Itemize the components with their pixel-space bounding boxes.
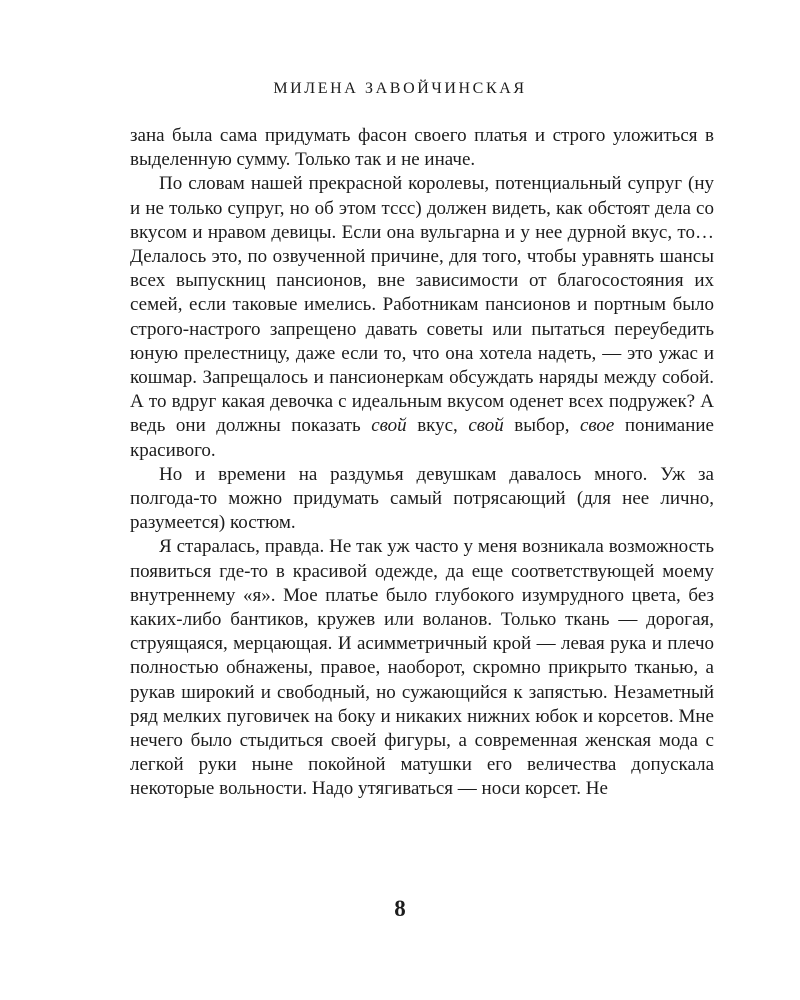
italic-word: свое xyxy=(579,415,615,437)
paragraph-text: понимание красивого. xyxy=(130,415,714,461)
paragraph: Но и времени на раздумья девушкам давалось много. Уж за полгода-то можно придумать самый потрясающий (для нее лично, разумеется) костюм. xyxy=(130,463,714,534)
paragraph: зана была сама придумать фасон своего платья и строго уложиться в выделенную сумму. Только так и не иначе. xyxy=(130,125,714,171)
italic-word: свой xyxy=(468,415,504,437)
paragraph-text: вкус, xyxy=(406,415,469,437)
paragraph-text: По словам нашей прекрасной королевы, потенциальный супруг (ну и не только супруг, но об этом тссс) должен видеть, как обстоят дела со вкусом и нравом девицы. Если она вульгарна и у нее дурной вкус, то… Делалось это, по озвученной причине, для того, чтобы уравнять шансы всех выпускниц пансионов, вне зависимости от благосостояния их семей, если таковые имелись. Работникам пансионов и портным было строго-настрого запрещено давать советы или пытаться переубедить юную прелестницу, даже если то, что она хотела надеть, — это ужас и кошмар. Запрещалось и пансионеркам обсуждать наряды между собой. А то вдруг какая девочка с идеальным вкусом оденет всех подружек? А ведь они должны показать xyxy=(130,173,714,437)
page-number: 8 xyxy=(394,896,406,921)
paragraph xyxy=(130,172,714,462)
italic-word: свой xyxy=(371,415,407,437)
paragraph: Я старалась, правда. Не так уж часто у меня возникала возможность появиться где-то в красивой одежде, да еще соответствующей моему внутреннему «я». Мое платье было глубокого изумрудного цвета, без каких-либо бантиков, кружев или воланов. Только ткань — дорогая, струящаяся, мерцающая. И асимметричный крой — левая рука и плечо полностью обнажены, правое, наоборот, скромно прикрыто тканью, а рукав широкий и свободный, но сужающийся к запястью. Незаметный ряд мелких пуговичек на боку и никаких нижних юбок и корсетов. Мне нечего было стыдиться своей фигуры, а современная женская мода с легкой руки ныне покойной матушки его величества допускала некоторые вольности. Надо утягиваться — носи корсет. Не xyxy=(130,536,714,800)
paragraph-text: выбор, xyxy=(503,415,580,437)
body-text xyxy=(130,124,714,802)
running-head-author: МИЛЕНА ЗАВОЙЧИНСКАЯ xyxy=(273,80,527,97)
